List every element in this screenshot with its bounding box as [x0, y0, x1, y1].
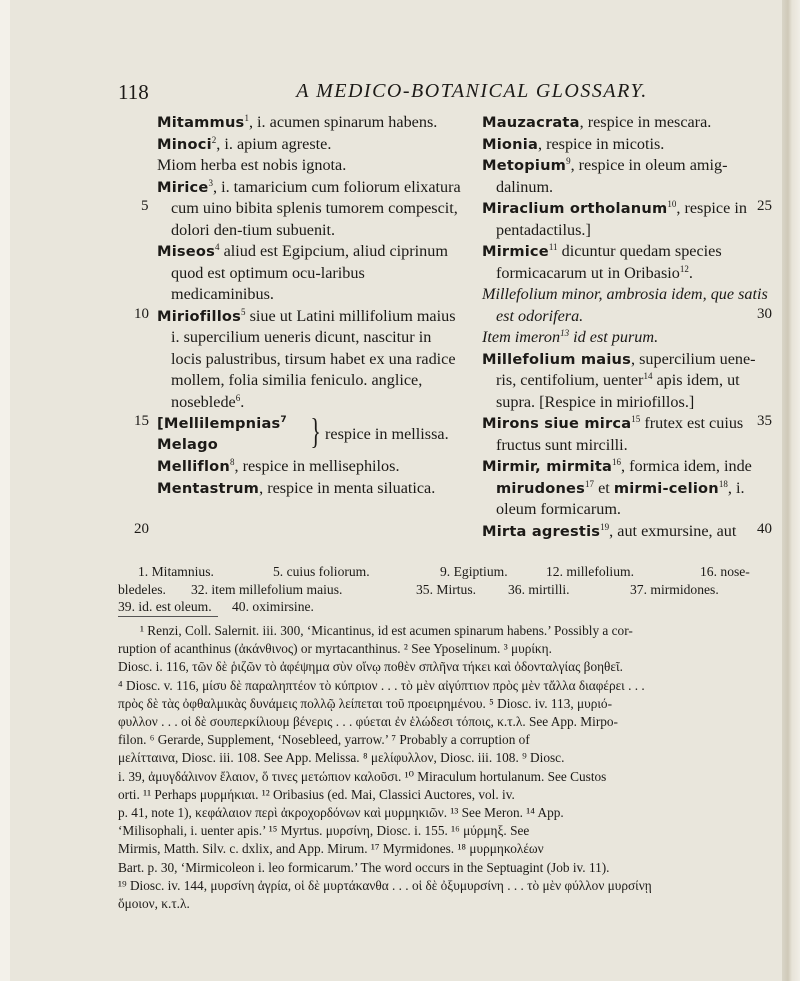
footnote-line: Bart. p. 30, ‘Mirmicoleon i. leo formicarum.’ The word occurs in the Septuagint (Job iv. 11).	[118, 859, 610, 875]
running-title: A MEDICO-BOTANICAL GLOSSARY.	[296, 80, 648, 102]
book-spine-edge	[782, 0, 800, 981]
footnote-line: orti. ¹¹ Perhaps μυρμήκιαι. ¹² Oribasius (ed. Mai, Classici Auctores, vol. iv.	[118, 786, 515, 802]
footnote-line: ⁴ Diosc. v. 116, μίσυ δὲ παραληπτέον τὸ κύπριον . . . τὸ μὲν αἰγύπτιον πρὸς μὲν τἄλλα διαφέρει . . .	[118, 677, 645, 693]
footnote-line: φυλλον . . . οἱ δὲ σουπερκίλιουμ βένερις . . . φύεται ἐν ἑλώδεσι τόποις, κ.τ.λ. See App. Mirpo-	[118, 714, 618, 730]
entry-melliflon: Melliflon$^8$, respice in mellisephilos.	[157, 457, 400, 475]
footnote-line: p. 41, note 1), κεφάλαιον περὶ ἀκροχορδόνων καὶ μυρμηκιῶν. ¹³ See Meron. ¹⁴ App.	[118, 805, 564, 821]
footnote-line: filon. ⁶ Gerarde, Supplement, ‘Nosebleed, yarrow.’ ⁷ Probably a corruption of	[118, 732, 530, 748]
line-number-25: 25	[757, 198, 772, 214]
variant-notes: 1. Mitamnius. 5. cuius foliorum. 9. Egiptium. 12. millefolium. 16. nose- bledeles. 32. item millefolium maius. 35. Mirtus. 36. mirtilli. 37. mirmidones. 39. id. est oleum. 40. oximirsine.	[118, 564, 750, 614]
entry-minoci: Minoci$^2$, i. apium agreste.	[157, 134, 332, 153]
footnote-line: Mirmis, Matth. Silv. c. dxlix, and App. Mirum. ¹⁷ Myrmidones. ¹⁸ μυρμηκολέων	[118, 841, 544, 857]
page-header	[0, 80, 780, 110]
line-number-5: 5	[141, 198, 149, 214]
entry-millefolium-maius: Millefolium maius, supercilium uene-ris, centifolium, uenter$^{14}$ apis idem, ut supra. [Respice in miriofillos.]	[482, 349, 756, 411]
entry-item-imeron: Item imeron$^{13}$ id est purum.	[482, 328, 659, 346]
entry-miseos: Miseos$^4$ aliud est Egipcium, aliud ciprinum quod est optimum ocu-laribus medicaminibus.	[157, 242, 448, 303]
footnote-line: μελίτταινα, Diosc. iii. 108. See App. Melissa. ⁸ μελίφυλλον, Diosc. iii. 108. ⁹ Diosc.	[118, 750, 565, 766]
footnotes	[118, 622, 778, 913]
glossary-column-right	[482, 112, 772, 542]
entry-mirmice: Mirmice$^{11}$ dicuntur quedam species formicacarum ut in Oribasio$^{12}$.	[482, 242, 722, 282]
entry-mirons: Mirons siue mirca$^{15}$ frutex est cuius fructus sunt mircilli.	[482, 414, 744, 454]
entry-metopium: Metopium$^9$, respice in oleum amig-dalinum.	[482, 156, 728, 196]
page-edge-left	[0, 0, 10, 981]
line-number-15: 15	[134, 413, 149, 429]
line-number-10: 10	[134, 306, 149, 322]
entry-mauzacrata: Mauzacrata, respice in mescara.	[482, 113, 712, 131]
footnote-line: Diosc. i. 116, τῶν δὲ ῥιζῶν τὸ ἀφέψημα σὺν οἴνῳ ποθὲν σπλῆνα τήκει καὶ ὀδονταλγίας βοηθεῖ.	[118, 659, 623, 675]
line-number-40: 40	[757, 521, 772, 537]
entry-mitammus: Mitammus$^1$, i. acumen spinarum habens.	[157, 113, 438, 131]
footnote-line: πρὸς δὲ τὰς ὀφθαλμικὰς δυνάμεις πολλῷ λείπεται τοῦ προειρημένου. ⁵ Diosc. iv. 113, μυριό-	[118, 695, 612, 711]
line-number-20: 20	[134, 521, 149, 537]
entry-mellilempnias-melago: [Mellilempnias$^7$ Melago } respice in mellissa.	[157, 411, 449, 453]
line-number-30: 30	[757, 306, 772, 322]
entry-mionia: Mionia, respice in micotis.	[482, 134, 665, 153]
footnote-line: ¹ Renzi, Coll. Salernit. iii. 300, ‘Micantinus, id est acumen spinarum habens.’ Possibly a cor-	[140, 623, 633, 638]
footnote-line: ‘Milisophali, i. uenter apis.’ ¹⁵ Myrtus. μυρσίνη, Diosc. i. 155. ¹⁶ μύρμηξ. See	[118, 823, 530, 839]
glossary-column-left	[157, 112, 462, 499]
page-number: 118	[118, 80, 149, 104]
brace-glyph: }	[310, 411, 321, 451]
footnote-divider	[118, 616, 218, 617]
entry-mirmir: Mirmir, mirmita$^{16}$, formica idem, inde mirudones$^{17}$ et mirmi-celion$^{18}$, i. oleum formicarum.	[482, 457, 752, 518]
footnote-line: ¹⁹ Diosc. iv. 144, μυρσίνη ἀγρία, οἱ δὲ μυρτάκανθα . . . οἱ δὲ ὀξυμυρσίνη . . . τὸ μὲν φύλλον μυρσίνῃ	[118, 877, 652, 893]
entry-mentastrum: Mentastrum, respice in menta siluatica.	[157, 478, 436, 497]
footnote-line: ὅμοιον, κ.τ.λ.	[118, 896, 190, 912]
footnote-line: i. 39, ἀμυγδάλινον ἔλαιον, ὅ τινες μετώπιον καλοῦσι. ¹⁰ Miraculum hortulanum. See Custos	[118, 768, 607, 784]
line-number-35: 35	[757, 413, 772, 429]
entry-miom: Miom herba est nobis ignota.	[157, 156, 347, 174]
entry-miriofillos: Miriofillos$^5$ siue ut Latini millifolium maius i. supercilium ueneris dicunt, nascitur in locis palustribus, tirsum habet ex una radice mollem, folia similia feniculo. anglice, noseblede$^6$.	[157, 306, 456, 411]
entry-miraclium: Miraclium ortholanum$^{10}$, respice in pentadactilus.]	[482, 199, 747, 239]
entry-mirta-agrestis: Mirta agrestis$^{19}$, aut exmursine, aut	[482, 521, 737, 540]
entry-mirice: Mirice$^3$, i. tamaricium cum foliorum elixatura cum uino bibita splenis tumorem compescit, dolori den-tium subuenit.	[157, 177, 461, 239]
entry-millefolium-minor: Millefolium minor, ambrosia idem, que satis est odorifera.	[482, 285, 768, 325]
footnote-line: ruption of acanthinus (ἀκάνθινος) or myrtacanthinus. ² See Yposelinum. ³ μυρίκη.	[118, 641, 552, 657]
